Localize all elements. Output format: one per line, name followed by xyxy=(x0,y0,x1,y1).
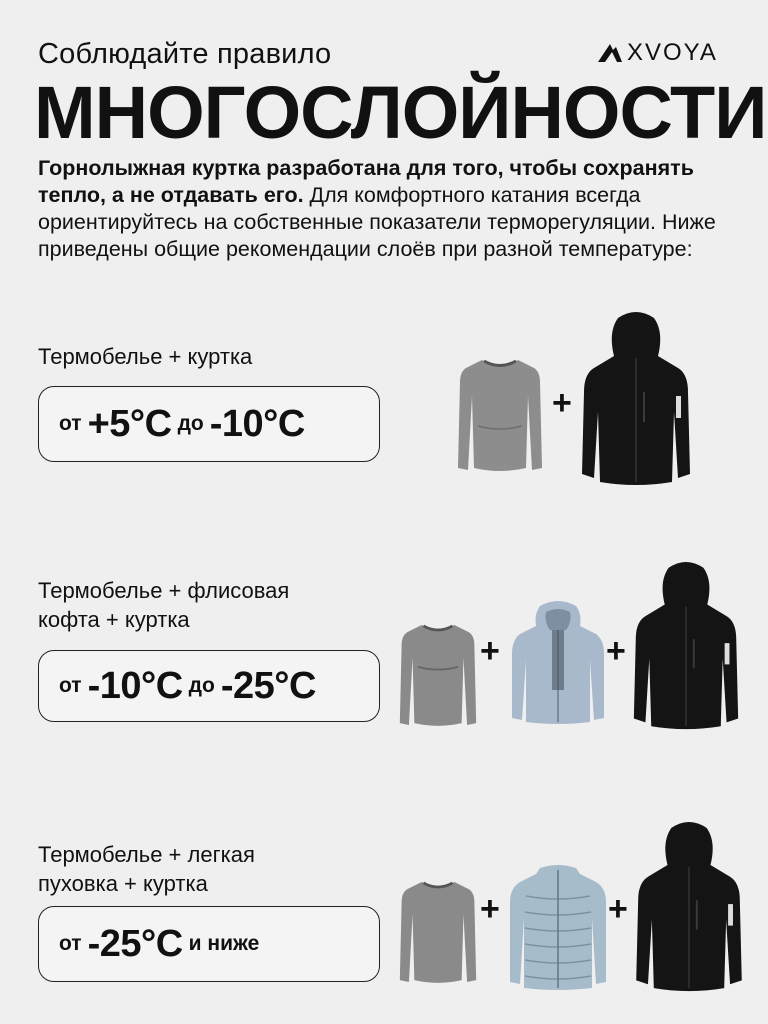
section-3-temp-box xyxy=(38,906,380,982)
temp-prefix: от xyxy=(59,412,82,435)
temp-to: -10°C xyxy=(209,402,305,445)
logo-mountain-icon xyxy=(597,42,623,64)
section-3-label-line-1: Термобелье + легкая xyxy=(38,842,255,867)
ski-jacket-icon xyxy=(634,822,744,994)
section-3-label-line-2: пуховка + куртка xyxy=(38,871,208,896)
thermal-top-icon xyxy=(398,620,478,730)
thermal-top-icon xyxy=(398,876,478,988)
section-3-label xyxy=(38,840,255,898)
temp-prefix: от xyxy=(59,674,82,697)
page-title: МНОГОСЛОЙНОСТИ xyxy=(34,71,767,154)
intro-regular: Для комфортного катания всегда ориентируйтесь на собственные показатели терморегуляции. Ниже приведены общие рекомендации слоёв при разной температуре: xyxy=(38,183,716,261)
section-1-label xyxy=(38,342,252,371)
plus-sign: + xyxy=(480,632,500,670)
ski-jacket-icon xyxy=(580,312,692,488)
temp-mid: и ниже xyxy=(188,932,260,955)
temp-from: -25°C xyxy=(87,922,183,965)
fleece-hoodie-icon xyxy=(510,600,606,726)
temp-mid: до xyxy=(177,412,204,435)
section-2-temp-box xyxy=(38,650,380,722)
temp-prefix: от xyxy=(59,932,82,955)
brand-logo xyxy=(597,38,747,68)
plus-sign: + xyxy=(608,890,628,928)
section-1-temp-box xyxy=(38,386,380,462)
intro-bold: Горнолыжная куртка разработана для того, чтобы сохранять тепло, а не отдавать его. xyxy=(38,156,694,207)
temp-mid: до xyxy=(188,674,215,697)
intro-paragraph xyxy=(38,155,738,263)
section-2-label xyxy=(38,576,289,634)
light-down-jacket-icon xyxy=(508,862,608,992)
thermal-top-icon xyxy=(456,356,544,474)
temp-from: -10°C xyxy=(87,664,183,707)
section-2-label-line-1: Термобелье + флисовая xyxy=(38,578,290,603)
plus-sign: + xyxy=(606,632,626,670)
logo-text: XVOYA xyxy=(627,39,718,66)
temp-to: -25°C xyxy=(220,664,316,707)
temp-from: +5°C xyxy=(87,402,172,445)
plus-sign: + xyxy=(480,890,500,928)
section-2-label-line-2: кофта + куртка xyxy=(38,607,190,632)
ski-jacket-icon xyxy=(630,562,742,732)
section-1-label-line: Термобелье + куртка xyxy=(38,344,253,369)
plus-sign: + xyxy=(552,384,572,422)
page-subtitle: Соблюдайте правило xyxy=(38,38,332,70)
